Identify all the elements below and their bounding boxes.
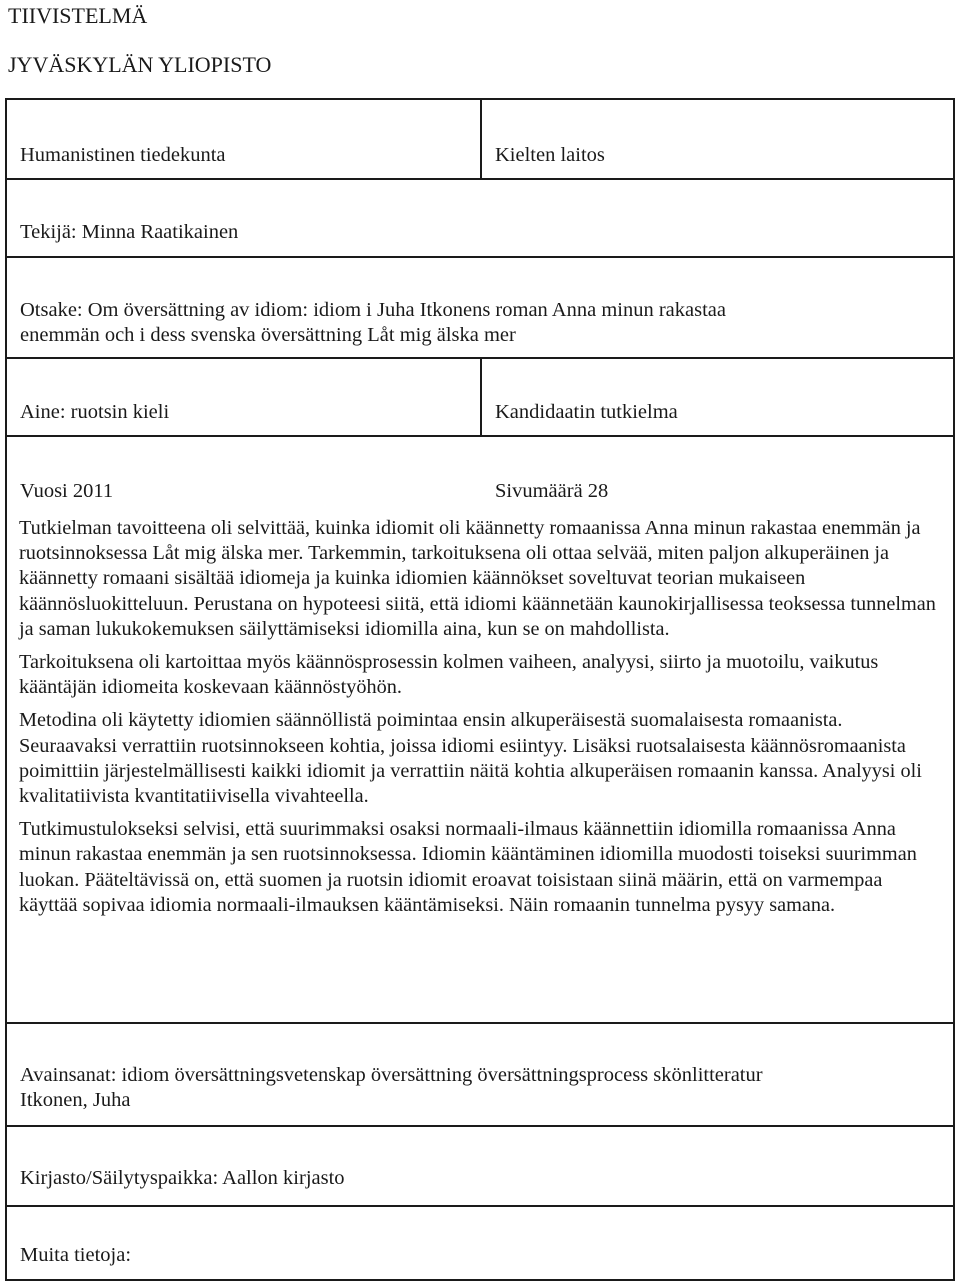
abstract-paragraph: Tutkimustulokseksi selvisi, että suurimmaksi osaksi normaali-ilmaus käännettiin idiomilla romaanissa Anna minun rakastaa enemmän ja sen ruotsinnoksessa. Idiomin kääntäminen idiomilla muodosti toiseksi suurimman luokan. Pääteltävissä on, että suomen ja ruotsin idiomit eroavat toisistaan siinä määrin, että on varmempaa käyttää sopivaa idiomia normaali-ilmauksen kääntämiseksi. Näin romaanin tunnelma pysyy samana. [19,818,917,916]
repository-field: Kirjasto/Säilytyspaikka: Aallon kirjasto [20,1167,345,1189]
row-divider [7,1125,953,1127]
work-type-field: Kandidaatin tutkielma [495,401,678,423]
column-divider [480,100,482,179]
department-field: Kielten laitos [495,144,605,166]
abstract-form [5,98,955,1281]
document-heading: TIIVISTELMÄ [8,3,148,28]
row-divider [7,1022,953,1024]
abstract-paragraph: Tarkoituksena oli kartoittaa myös käännösprosessin kolmen vaiheen, analyysi, siirto ja muotoilu, vaikutus kääntäjän idiomeita koskevaan käännöstyöhön. [19,651,879,699]
abstract-paragraph: Tutkielman tavoitteena oli selvittää, kuinka idiomit oli käännetty romaanissa Anna minun rakastaa enemmän ja ruotsinnoksessa Låt mig älska mer. Tarkemmin, tarkoituksena oli ottaa selvää, miten paljon alkuperäinen ja käännetty romaani sisältää idiomeja ja kuinka idiomien käännökset soveltuvat teorian mukaiseen käännösluokitteluun. Perustana on hypoteesi siitä, että idiomi käännetään kaunokirjallisessa teoksessa tunnelman ja saman lukukokemuksen säilyttämiseksi idiomilla aina, kun se on mahdollista. [19,517,936,640]
title-field-line-1: Otsake: Om översättning av idiom: idiom i Juha Itkonens roman Anna minun rakastaa [20,299,726,321]
keywords-field-line-1: Avainsanat: idiom översättningsvetenskap översättning översättningsprocess skönlitteratur [20,1064,763,1086]
university-name: JYVÄSKYLÄN YLIOPISTO [8,52,272,77]
row-divider [7,256,953,258]
keywords-field-line-2: Itkonen, Juha [20,1089,131,1111]
abstract-paragraph: Metodina oli käytetty idiomien säännöllistä poimintaa ensin alkuperäisestä suomalaisesta romaanista. Seuraavaksi verrattiin ruotsinnokseen kohtia, joissa idiomi esiintyy. Lisäksi ruotsalaisesta käännösromaanista poimittiin järjestelmällisesti kaikki idiomit ja verrattiin näitä kohtia alkuperäisen romaanin kanssa. Analyysi oli kvalitatiivista kvantitatiivisella vivahteella. [19,709,922,808]
title-field-line-2: enemmän och i dess svenska översättning Låt mig älska mer [20,324,516,346]
author-field: Tekijä: Minna Raatikainen [20,221,239,243]
year-field: Vuosi 2011 [20,480,114,502]
row-divider [7,1205,953,1207]
faculty-field: Humanistinen tiedekunta [20,144,226,166]
subject-field: Aine: ruotsin kieli [20,401,170,423]
column-divider [480,357,482,436]
other-info-field: Muita tietoja: [20,1244,132,1266]
page-count-field: Sivumäärä 28 [495,480,609,502]
abstract-text [19,516,939,926]
